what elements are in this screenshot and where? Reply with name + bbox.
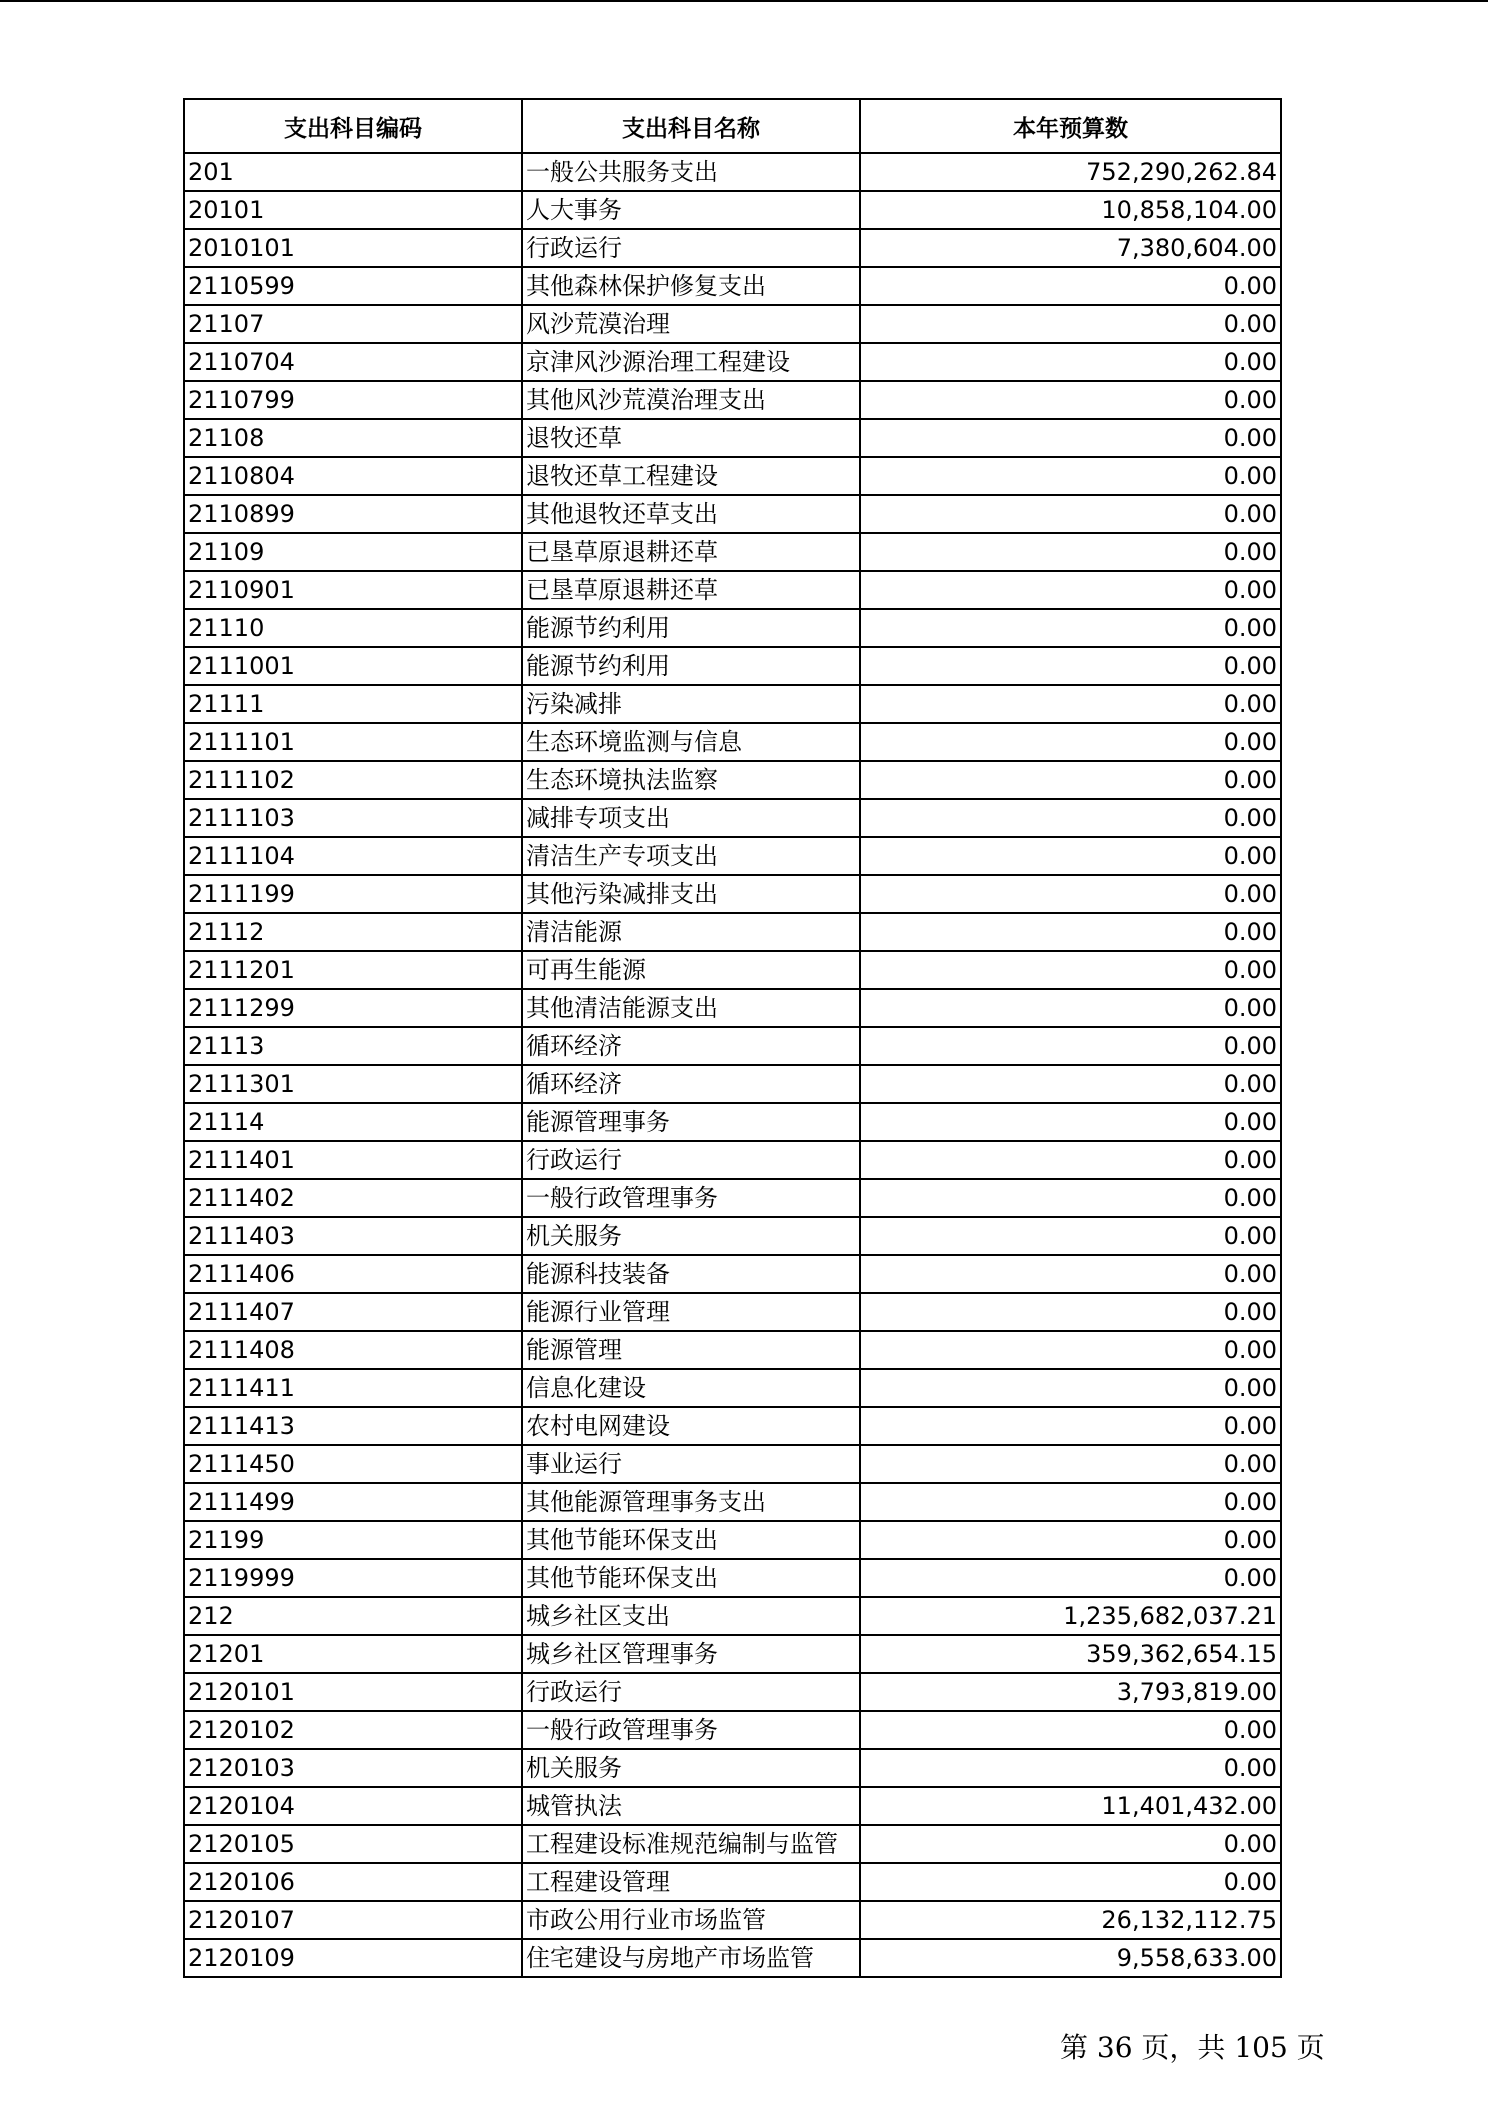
row-name: 一般公共服务支出 — [522, 153, 860, 191]
row-name: 循环经济 — [522, 1027, 860, 1065]
table-row — [184, 1787, 1281, 1825]
row-name: 清洁能源 — [522, 913, 860, 951]
row-amount: 0.00 — [860, 1141, 1281, 1179]
row-code: 2111001 — [184, 647, 522, 685]
row-code: 21201 — [184, 1635, 522, 1673]
table-row — [184, 1483, 1281, 1521]
table-row — [184, 1901, 1281, 1939]
row-name: 其他退牧还草支出 — [522, 495, 860, 533]
row-name: 减排专项支出 — [522, 799, 860, 837]
row-code: 2111199 — [184, 875, 522, 913]
row-code: 2111408 — [184, 1331, 522, 1369]
row-code: 2111499 — [184, 1483, 522, 1521]
header-amount: 本年预算数 — [860, 99, 1281, 153]
row-amount: 0.00 — [860, 723, 1281, 761]
row-name: 一般行政管理事务 — [522, 1179, 860, 1217]
table-row — [184, 1331, 1281, 1369]
table-row — [184, 1939, 1281, 1977]
row-name: 农村电网建设 — [522, 1407, 860, 1445]
row-amount: 0.00 — [860, 989, 1281, 1027]
row-amount: 0.00 — [860, 267, 1281, 305]
row-amount: 0.00 — [860, 305, 1281, 343]
table-row — [184, 153, 1281, 191]
row-amount: 359,362,654.15 — [860, 1635, 1281, 1673]
row-amount: 0.00 — [860, 1331, 1281, 1369]
row-code: 2120107 — [184, 1901, 522, 1939]
row-name: 其他能源管理事务支出 — [522, 1483, 860, 1521]
row-code: 2111103 — [184, 799, 522, 837]
table-row — [184, 609, 1281, 647]
row-code: 2111201 — [184, 951, 522, 989]
row-amount: 0.00 — [860, 381, 1281, 419]
budget-table — [183, 98, 1282, 1978]
row-name: 其他清洁能源支出 — [522, 989, 860, 1027]
table-row — [184, 229, 1281, 267]
row-name: 退牧还草 — [522, 419, 860, 457]
row-code: 2120101 — [184, 1673, 522, 1711]
table-row — [184, 495, 1281, 533]
row-name: 信息化建设 — [522, 1369, 860, 1407]
row-code: 2110599 — [184, 267, 522, 305]
row-code: 2110799 — [184, 381, 522, 419]
row-amount: 9,558,633.00 — [860, 1939, 1281, 1977]
table-row — [184, 1141, 1281, 1179]
table-row — [184, 305, 1281, 343]
table-row — [184, 1635, 1281, 1673]
row-code: 21108 — [184, 419, 522, 457]
row-code: 2010101 — [184, 229, 522, 267]
row-name: 其他节能环保支出 — [522, 1521, 860, 1559]
table-row — [184, 799, 1281, 837]
table-row — [184, 267, 1281, 305]
row-amount: 0.00 — [860, 1369, 1281, 1407]
row-amount: 7,380,604.00 — [860, 229, 1281, 267]
row-amount: 752,290,262.84 — [860, 153, 1281, 191]
row-name: 行政运行 — [522, 1141, 860, 1179]
table-row — [184, 1293, 1281, 1331]
row-amount: 0.00 — [860, 533, 1281, 571]
row-amount: 0.00 — [860, 1749, 1281, 1787]
table-row — [184, 1559, 1281, 1597]
row-amount: 0.00 — [860, 875, 1281, 913]
row-name: 退牧还草工程建设 — [522, 457, 860, 495]
table-row — [184, 1825, 1281, 1863]
row-code: 2111301 — [184, 1065, 522, 1103]
row-name: 能源管理事务 — [522, 1103, 860, 1141]
row-code: 2120105 — [184, 1825, 522, 1863]
row-name: 其他风沙荒漠治理支出 — [522, 381, 860, 419]
table-row — [184, 1445, 1281, 1483]
row-name: 生态环境监测与信息 — [522, 723, 860, 761]
row-amount: 0.00 — [860, 1103, 1281, 1141]
row-code: 2120109 — [184, 1939, 522, 1977]
row-amount: 0.00 — [860, 1065, 1281, 1103]
table-row — [184, 571, 1281, 609]
row-code: 2120104 — [184, 1787, 522, 1825]
row-amount: 10,858,104.00 — [860, 191, 1281, 229]
row-amount: 0.00 — [860, 343, 1281, 381]
table-row — [184, 1217, 1281, 1255]
header-code: 支出科目编码 — [184, 99, 522, 153]
table-row — [184, 1863, 1281, 1901]
row-amount: 0.00 — [860, 1445, 1281, 1483]
row-code: 21113 — [184, 1027, 522, 1065]
table-row — [184, 913, 1281, 951]
table-row — [184, 1407, 1281, 1445]
row-code: 21114 — [184, 1103, 522, 1141]
row-amount: 0.00 — [860, 761, 1281, 799]
table-row — [184, 191, 1281, 229]
row-name: 能源节约利用 — [522, 647, 860, 685]
row-name: 城乡社区支出 — [522, 1597, 860, 1635]
row-amount: 0.00 — [860, 1711, 1281, 1749]
row-code: 2111102 — [184, 761, 522, 799]
row-code: 2120106 — [184, 1863, 522, 1901]
row-name: 已垦草原退耕还草 — [522, 571, 860, 609]
table-row — [184, 685, 1281, 723]
row-code: 2120103 — [184, 1749, 522, 1787]
table-row — [184, 381, 1281, 419]
row-name: 京津风沙源治理工程建设 — [522, 343, 860, 381]
row-code: 2111407 — [184, 1293, 522, 1331]
row-name: 工程建设标准规范编制与监管 — [522, 1825, 860, 1863]
row-amount: 0.00 — [860, 609, 1281, 647]
table-row — [184, 1673, 1281, 1711]
row-name: 能源科技装备 — [522, 1255, 860, 1293]
row-code: 21107 — [184, 305, 522, 343]
row-name: 工程建设管理 — [522, 1863, 860, 1901]
row-name: 能源行业管理 — [522, 1293, 860, 1331]
table-row — [184, 647, 1281, 685]
row-name: 行政运行 — [522, 229, 860, 267]
row-name: 市政公用行业市场监管 — [522, 1901, 860, 1939]
table-row — [184, 419, 1281, 457]
row-amount: 0.00 — [860, 1863, 1281, 1901]
row-name: 其他节能环保支出 — [522, 1559, 860, 1597]
row-amount: 0.00 — [860, 1407, 1281, 1445]
row-code: 21199 — [184, 1521, 522, 1559]
row-name: 能源管理 — [522, 1331, 860, 1369]
row-amount: 3,793,819.00 — [860, 1673, 1281, 1711]
row-code: 2110704 — [184, 343, 522, 381]
table-row — [184, 533, 1281, 571]
row-amount: 0.00 — [860, 1825, 1281, 1863]
table-row — [184, 723, 1281, 761]
row-code: 2111403 — [184, 1217, 522, 1255]
row-code: 2120102 — [184, 1711, 522, 1749]
row-amount: 0.00 — [860, 1483, 1281, 1521]
row-name: 其他污染减排支出 — [522, 875, 860, 913]
row-amount: 0.00 — [860, 1559, 1281, 1597]
row-name: 机关服务 — [522, 1749, 860, 1787]
row-name: 可再生能源 — [522, 951, 860, 989]
row-name: 事业运行 — [522, 1445, 860, 1483]
table-row — [184, 1027, 1281, 1065]
row-code: 2119999 — [184, 1559, 522, 1597]
row-name: 生态环境执法监察 — [522, 761, 860, 799]
row-amount: 0.00 — [860, 951, 1281, 989]
table-row — [184, 457, 1281, 495]
row-amount: 0.00 — [860, 571, 1281, 609]
table-row — [184, 1521, 1281, 1559]
table-row — [184, 1065, 1281, 1103]
row-code: 2111450 — [184, 1445, 522, 1483]
row-code: 2111401 — [184, 1141, 522, 1179]
table-row — [184, 1103, 1281, 1141]
table-row — [184, 1369, 1281, 1407]
row-amount: 0.00 — [860, 457, 1281, 495]
row-amount: 0.00 — [860, 799, 1281, 837]
row-name: 城乡社区管理事务 — [522, 1635, 860, 1673]
row-code: 2111402 — [184, 1179, 522, 1217]
row-name: 污染减排 — [522, 685, 860, 723]
row-amount: 11,401,432.00 — [860, 1787, 1281, 1825]
row-code: 2111104 — [184, 837, 522, 875]
row-name: 人大事务 — [522, 191, 860, 229]
row-amount: 0.00 — [860, 1293, 1281, 1331]
table-row — [184, 343, 1281, 381]
row-amount: 0.00 — [860, 685, 1281, 723]
row-name: 循环经济 — [522, 1065, 860, 1103]
row-code: 21112 — [184, 913, 522, 951]
table-row — [184, 837, 1281, 875]
row-code: 2111101 — [184, 723, 522, 761]
row-name: 机关服务 — [522, 1217, 860, 1255]
row-code: 2111299 — [184, 989, 522, 1027]
row-name: 行政运行 — [522, 1673, 860, 1711]
row-amount: 1,235,682,037.21 — [860, 1597, 1281, 1635]
row-amount: 0.00 — [860, 913, 1281, 951]
page-number: 第 36 页，共 105 页 — [1060, 2031, 1325, 2064]
row-amount: 0.00 — [860, 1027, 1281, 1065]
row-code: 2110899 — [184, 495, 522, 533]
row-name: 风沙荒漠治理 — [522, 305, 860, 343]
row-code: 2111413 — [184, 1407, 522, 1445]
row-code: 201 — [184, 153, 522, 191]
row-name: 已垦草原退耕还草 — [522, 533, 860, 571]
row-amount: 0.00 — [860, 1255, 1281, 1293]
row-code: 21109 — [184, 533, 522, 571]
row-amount: 26,132,112.75 — [860, 1901, 1281, 1939]
row-code: 2110804 — [184, 457, 522, 495]
page-top-border — [0, 0, 1488, 2]
row-name: 清洁生产专项支出 — [522, 837, 860, 875]
header-row — [184, 99, 1281, 153]
row-amount: 0.00 — [860, 1179, 1281, 1217]
table-row — [184, 875, 1281, 913]
row-name: 住宅建设与房地产市场监管 — [522, 1939, 860, 1977]
header-name: 支出科目名称 — [522, 99, 860, 153]
table-row — [184, 1711, 1281, 1749]
row-code: 2111406 — [184, 1255, 522, 1293]
row-code: 2111411 — [184, 1369, 522, 1407]
table-row — [184, 761, 1281, 799]
row-name: 其他森林保护修复支出 — [522, 267, 860, 305]
table-row — [184, 1597, 1281, 1635]
row-amount: 0.00 — [860, 1521, 1281, 1559]
table-body — [184, 153, 1281, 1977]
row-amount: 0.00 — [860, 419, 1281, 457]
row-name: 能源节约利用 — [522, 609, 860, 647]
table-row — [184, 1749, 1281, 1787]
row-code: 21111 — [184, 685, 522, 723]
row-amount: 0.00 — [860, 647, 1281, 685]
table-row — [184, 1255, 1281, 1293]
row-amount: 0.00 — [860, 495, 1281, 533]
table-header — [184, 99, 1281, 153]
row-code: 20101 — [184, 191, 522, 229]
table-row — [184, 989, 1281, 1027]
table-row — [184, 951, 1281, 989]
row-amount: 0.00 — [860, 1217, 1281, 1255]
row-code: 212 — [184, 1597, 522, 1635]
row-code: 2110901 — [184, 571, 522, 609]
table-row — [184, 1179, 1281, 1217]
row-name: 城管执法 — [522, 1787, 860, 1825]
row-amount: 0.00 — [860, 837, 1281, 875]
row-code: 21110 — [184, 609, 522, 647]
row-name: 一般行政管理事务 — [522, 1711, 860, 1749]
